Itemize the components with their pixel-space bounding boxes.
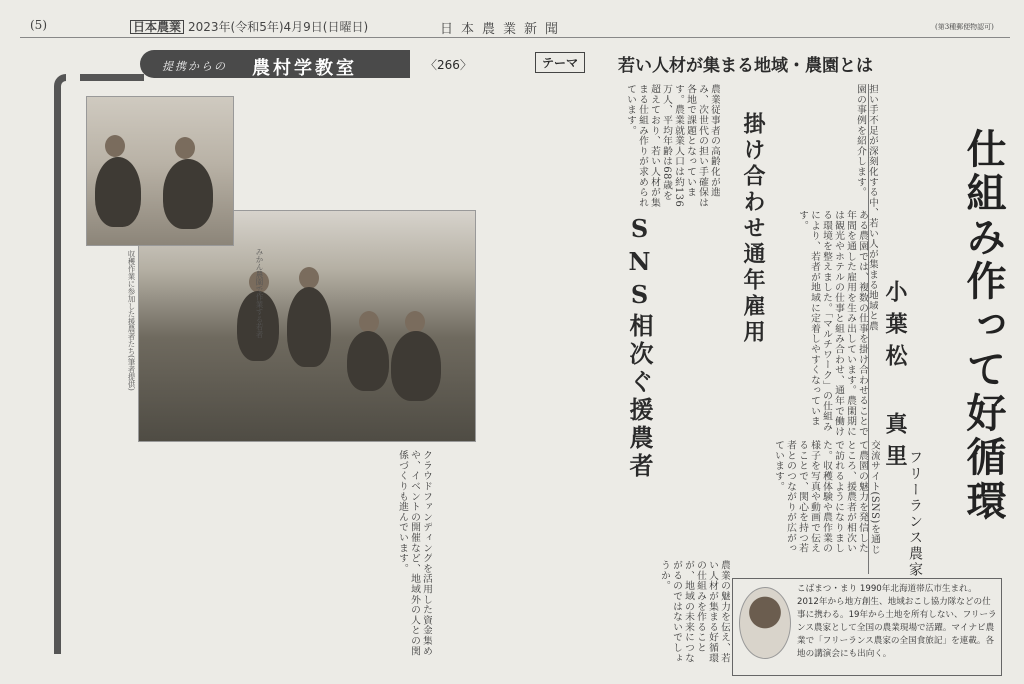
- photo-caption-top: みかん農園で作業する若者: [255, 248, 264, 338]
- body-text-1: 農業従事者の高齢化が進み、次世代の担い手確保は各地で課題となっています。農業就業人口は約136万人、平均年齢は68歳を超えており、若い人材が集まる仕組み作りが求められています。: [625, 84, 720, 208]
- body-text-2: ある農園では、複数の仕事を掛け合わせることで年間を通した雇用を生み出しています。農閑期には観光やホテルの仕事と組み合わせ、通年で働ける環境を整えました。「マルチワーク」の仕組みにより、若者が地域に定着しやすくなっています。: [797, 210, 868, 437]
- author-role: フリーランス農家: [907, 450, 923, 578]
- edition-note: (第3種郵便物認可): [935, 23, 994, 31]
- column-frame: [54, 74, 66, 654]
- author-profile-text: こばまつ・まり 1990年北海道帯広市生まれ。2012年から地方創生、地域おこし協力隊などの仕事に携わる。19年から土地を所有しない、フリーランス農家として全国の農業現場で活躍。マイナビ農業で「フリーランス農家の全国食旅記」を連載。各地の講演会にも出向く。: [797, 584, 997, 659]
- subhead-1: 掛け合わせ通年雇用: [740, 112, 766, 346]
- masthead: [20, 14, 1010, 38]
- person-body: [287, 287, 331, 367]
- body-text-3: 交流サイト(SNS)を通じて農園の魅力を発信したところ、援農者が相次いで訪れるようになりました。収穫体験や農作業の様子を写真や動画で伝えることで、関心を持つ若者とのつながりが広がっています。: [773, 440, 880, 555]
- series-title: 農村学教室: [252, 58, 357, 79]
- theme-label: テーマ: [535, 52, 585, 73]
- theme-title: 若い人材が集まる地域・農園とは: [618, 56, 873, 76]
- author-name: 小葉松 真里: [882, 280, 908, 476]
- person-head: [359, 311, 379, 333]
- series-number: 〈266〉: [425, 58, 472, 72]
- page-number: (5): [30, 18, 47, 32]
- body-text-4: クラウドファンディングを活用した資金集めや、イベントの開催など、地域外の人との関係づくりも進んでいます。: [397, 450, 432, 656]
- person-body: [391, 331, 441, 401]
- series-prefix: 提携からの: [162, 60, 227, 73]
- column-frame-top: [80, 74, 144, 81]
- person-body: [163, 159, 213, 229]
- photo-caption-main: 収穫作業に参加した援農者たち(筆者提供): [127, 250, 136, 391]
- author-portrait: [739, 587, 791, 659]
- issue-date: 2023年(令和5年)4月9日(日曜日): [188, 20, 369, 34]
- photo-two-farmers: [86, 96, 234, 246]
- person-head: [405, 311, 425, 333]
- column-banner: [140, 48, 1020, 78]
- author-profile-box: [732, 578, 1002, 676]
- person-head: [175, 137, 195, 159]
- body-text-5: 農業の魅力を伝え、若い人材が集まる好循環の仕組みを作ることが、地域の未来につながるのではないでしょうか。: [659, 560, 730, 663]
- person-body: [347, 331, 389, 391]
- paper-name: 日本農業新聞: [440, 22, 567, 37]
- subhead-2: SNS相次ぐ援農者: [625, 214, 654, 481]
- headline: 仕組み作って好循環: [960, 128, 1007, 524]
- person-head: [105, 135, 125, 157]
- person-head: [299, 267, 319, 289]
- body-text-intro: 担い手不足が深刻化する中、若い人が集まる地域と農園の事例を紹介します。: [855, 84, 878, 332]
- masthead-logo: 日本農業: [130, 20, 184, 34]
- person-body: [95, 157, 141, 227]
- series-ribbon: [140, 50, 410, 78]
